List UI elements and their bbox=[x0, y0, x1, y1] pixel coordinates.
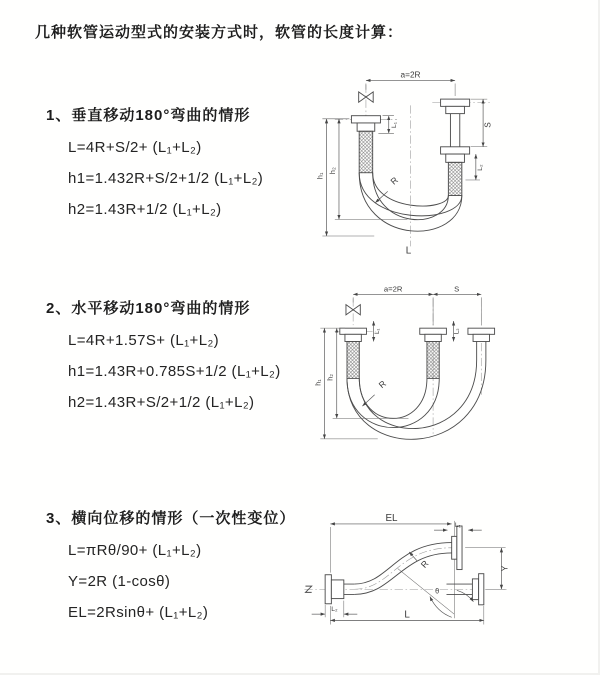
formula-length: L=4R+1.57S+ (L₁+L₂) bbox=[68, 332, 220, 349]
reference-diagonal bbox=[398, 569, 455, 615]
left-flange bbox=[340, 328, 367, 334]
dim-label-l: L bbox=[404, 609, 410, 621]
dim-label-l2: L₂ bbox=[331, 606, 338, 614]
formula-length: L=πRθ/90+ (L₁+L₂) bbox=[68, 542, 202, 559]
dim-label-h2: h₂ bbox=[326, 373, 335, 381]
dim-label-r: R bbox=[418, 558, 431, 570]
hose-outer-shallow bbox=[359, 173, 462, 216]
dim-label-h1: h₁ bbox=[314, 379, 323, 386]
dim-label-s: S bbox=[454, 284, 460, 294]
section-3-heading: 3、横向位移的情形（一次性变位） bbox=[46, 510, 296, 527]
diagram-lateral-displacement bbox=[296, 498, 514, 638]
hose-outer-near bbox=[347, 378, 439, 427]
formula-length: L=4R+S/2+ (L₁+L₂) bbox=[68, 139, 202, 156]
left-braided-hose bbox=[359, 131, 372, 172]
dim-label-a2r: a=2R bbox=[383, 284, 403, 294]
dim-label-r: R bbox=[388, 174, 400, 187]
dim-label-l: L bbox=[405, 245, 412, 257]
right-lower-flange-hub bbox=[446, 154, 465, 162]
dim-label-h2: h₂ bbox=[327, 167, 337, 175]
dim-label-h1: h₁ bbox=[315, 172, 325, 180]
left-braided-hose bbox=[347, 342, 359, 379]
right-flange-hub bbox=[473, 334, 489, 341]
theta-arc-left bbox=[430, 597, 452, 618]
middle-braided-hose bbox=[427, 342, 439, 379]
technical-drawing-3 bbox=[296, 498, 514, 638]
left-flange-hub bbox=[357, 123, 375, 131]
dim-label-y: Y bbox=[499, 565, 510, 572]
theta-arc-right bbox=[457, 590, 474, 601]
left-flange-hub bbox=[345, 334, 361, 341]
section-2-heading: 2、水平移动180°弯曲的情形 bbox=[46, 300, 251, 317]
formula-el: EL=2Rsinθ+ (L₁+L₂) bbox=[68, 604, 209, 621]
section-vertical-movement bbox=[46, 104, 321, 232]
dim-label-l1: L₁ bbox=[391, 122, 399, 129]
dim-label-l2: L₂ bbox=[477, 164, 485, 171]
hose-inner-near bbox=[359, 378, 427, 418]
right-upper-flange-hub bbox=[446, 106, 465, 113]
dim-label-l1: L₁ bbox=[373, 328, 381, 334]
middle-flange bbox=[420, 328, 447, 334]
diagram-vertical-180-bend bbox=[314, 68, 506, 265]
page-title: 几种软管运动型式的安装方式时，软管的长度计算： bbox=[35, 24, 404, 41]
section-1-heading: 1、垂直移动180°弯曲的情形 bbox=[46, 107, 251, 124]
technical-drawing-1 bbox=[314, 68, 506, 265]
right-flange bbox=[468, 328, 495, 334]
right-pipe bbox=[450, 114, 459, 147]
angle-label-theta: θ bbox=[435, 586, 440, 596]
radius-leader bbox=[409, 552, 417, 561]
hose-outer-wide bbox=[347, 360, 486, 439]
right-flange-plate bbox=[479, 574, 484, 605]
dim-label-l1: L₁ bbox=[454, 522, 461, 530]
right-flange-hub bbox=[472, 579, 478, 600]
dim-label-s: S bbox=[482, 122, 493, 128]
diagram-horizontal-180-bend bbox=[314, 280, 504, 444]
right-upper-flange bbox=[441, 99, 470, 106]
moved-flange-hub bbox=[452, 536, 457, 559]
section-lateral-displacement bbox=[46, 507, 321, 635]
formula-h2: h2=1.43R+1/2 (L₁+L₂) bbox=[68, 201, 222, 218]
technical-drawing-2 bbox=[314, 280, 504, 444]
dim-ext-top bbox=[353, 297, 481, 325]
right-lower-flange bbox=[441, 147, 470, 154]
left-flange bbox=[351, 116, 380, 123]
dim-label-a2r: a=2R bbox=[400, 69, 421, 80]
left-flange-plate bbox=[325, 575, 331, 604]
middle-flange-hub bbox=[425, 334, 441, 341]
right-braided-hose bbox=[448, 162, 461, 195]
dim-ext-a2r bbox=[366, 84, 455, 96]
left-flange-hub bbox=[331, 580, 343, 599]
dim-label-l2: L₂ bbox=[453, 328, 461, 335]
dim-label-el: EL bbox=[385, 512, 398, 524]
formula-h2: h2=1.43R+S/2+1/2 (L₁+L₂) bbox=[68, 394, 255, 411]
formula-h1: h1=1.432R+S/2+1/2 (L₁+L₂) bbox=[68, 170, 264, 187]
formula-y: Y=2R (1-cosθ) bbox=[68, 573, 171, 590]
moved-flange-plate bbox=[457, 526, 462, 570]
formula-h1: h1=1.43R+0.785S+1/2 (L₁+L₂) bbox=[68, 363, 281, 380]
dim-label-r: R bbox=[376, 378, 388, 391]
section-horizontal-movement bbox=[46, 297, 321, 425]
